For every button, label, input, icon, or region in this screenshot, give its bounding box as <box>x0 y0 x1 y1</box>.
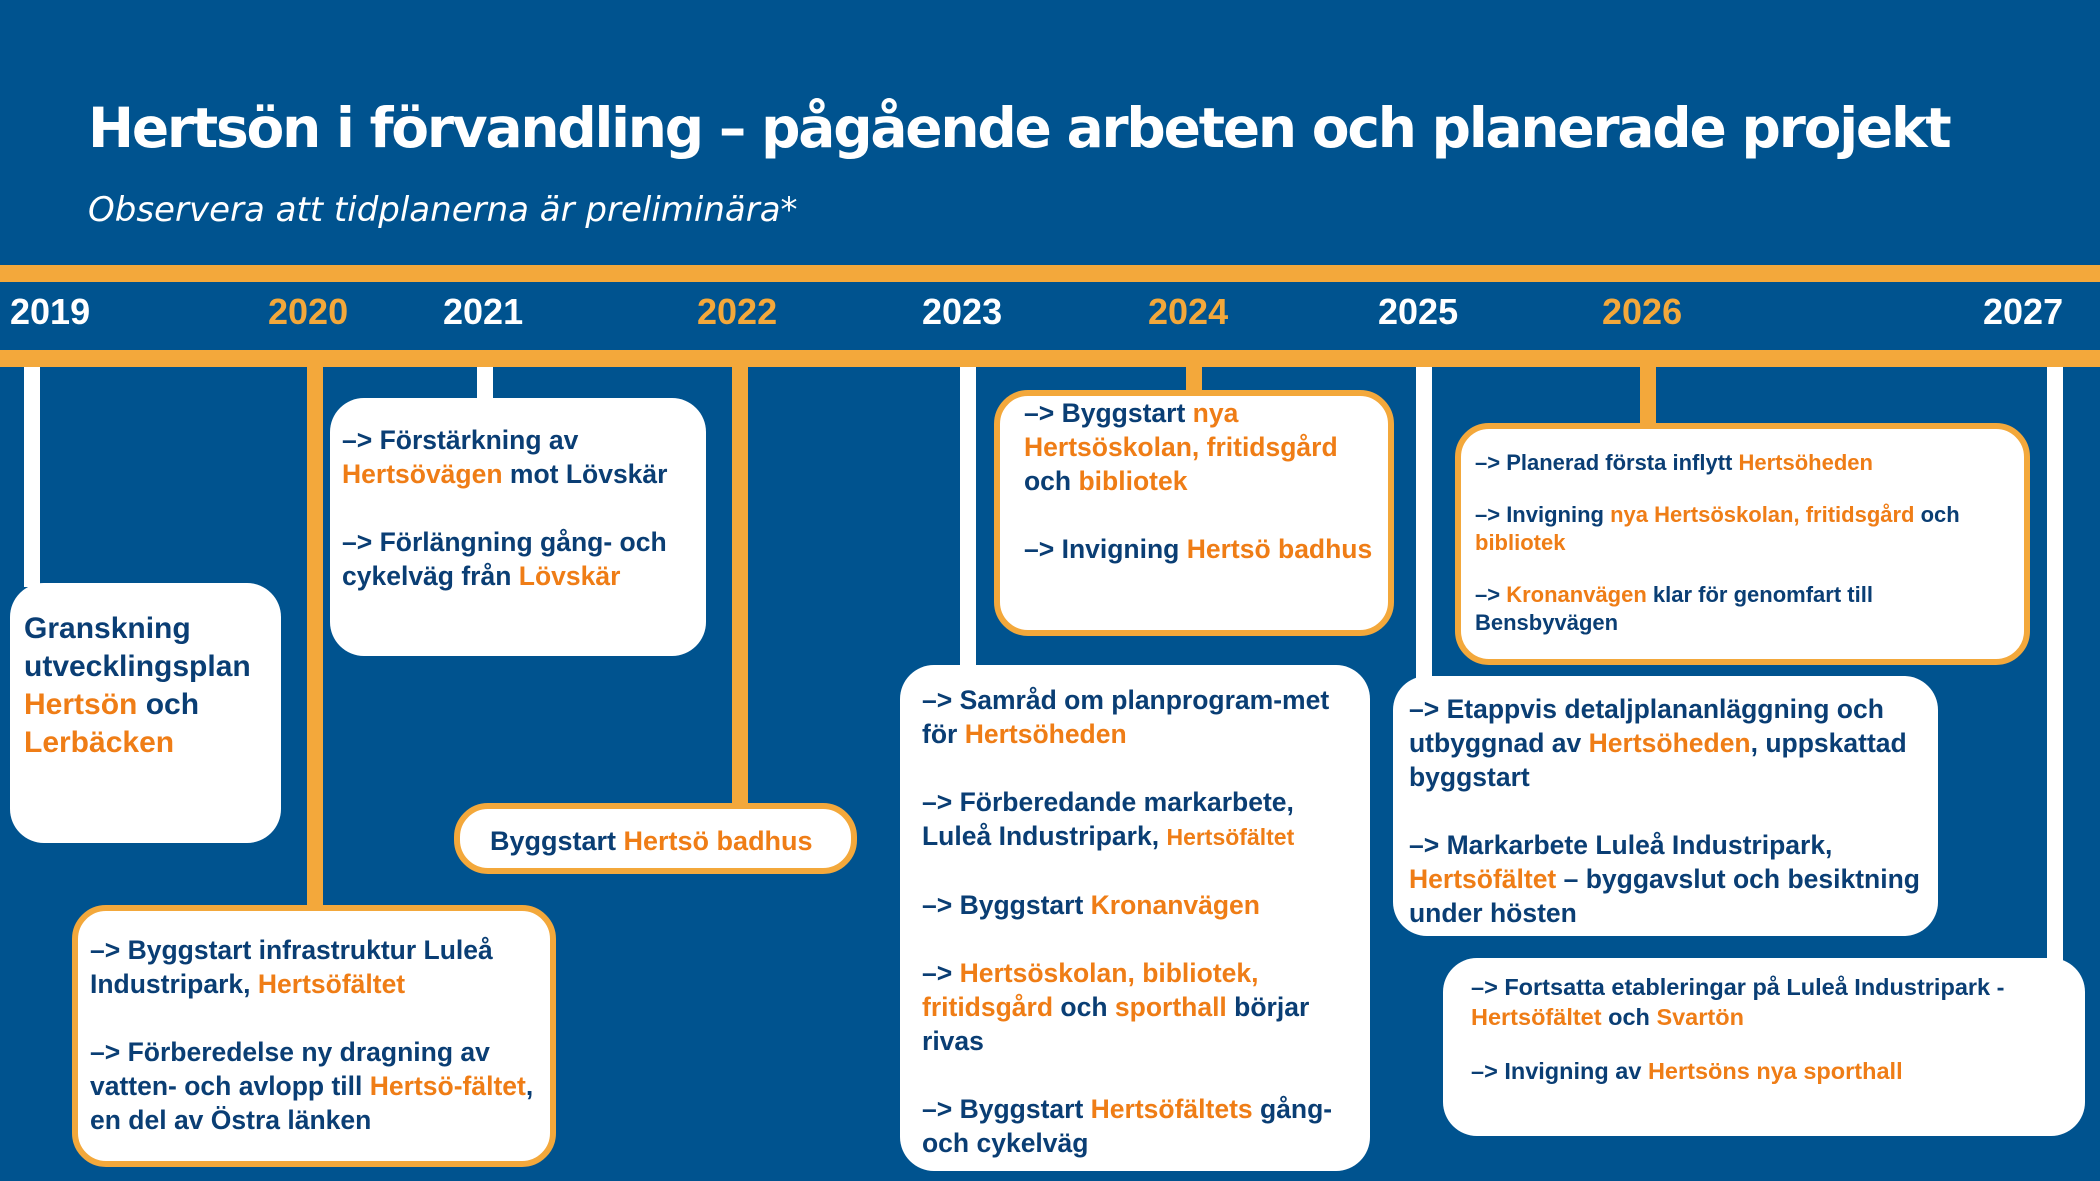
milestone-box-2023 <box>900 665 1370 1171</box>
box-text: gång- och cykelväg <box>922 1094 1333 1158</box>
box-highlight: Hertsöheden <box>964 719 1127 749</box>
box-highlight: bibliotek <box>1475 530 1566 555</box>
box-text: –> Förstärkning av <box>342 425 579 455</box>
box-text: och <box>1053 992 1115 1022</box>
box-highlight: Hertsöfältet <box>257 969 406 999</box>
box-text: –> Byggstart <box>1024 398 1193 428</box>
box-highlight: Hertsöskolan, bibliotek, fritidsgård <box>922 958 1259 1022</box>
box-text: mot Lövskär <box>502 459 668 489</box>
box-text: och <box>1024 466 1079 496</box>
year-label-2020: 2020 <box>268 291 349 332</box>
box-highlight: Lerbäcken <box>24 726 175 759</box>
box-text: –> Byggstart infrastruktur Luleå Industripark, <box>90 935 493 999</box>
box-text: och <box>137 688 200 721</box>
milestone-box-2021 <box>330 398 706 656</box>
box-text: och <box>1601 1004 1657 1030</box>
box-text: –> Planerad första inflytt <box>1475 450 1739 475</box>
box-text: –> <box>1475 582 1507 607</box>
box-highlight: Hertsön <box>24 688 138 721</box>
year-label-2024: 2024 <box>1148 291 1229 332</box>
box-highlight: Hertsö badhus <box>623 826 813 856</box>
box-highlight: Hertsö-fältet <box>369 1071 526 1101</box>
box-text: –> Invigning av <box>1471 1058 1648 1084</box>
box-highlight: Hertsövägen <box>342 459 503 489</box>
box-highlight: Hertsöfältet <box>1409 864 1557 894</box>
box-text: – byggavslut och besiktning under hösten <box>1409 864 1920 928</box>
year-label-2026: 2026 <box>1602 291 1683 332</box>
connector-2025 <box>1416 367 1432 682</box>
box-text: –> Förberedelse ny dragning av vatten- och avlopp till <box>90 1037 490 1101</box>
box-highlight: Hertsöfältet <box>1166 824 1295 850</box>
connector-2020 <box>307 367 323 912</box>
connector-2019 <box>24 367 40 587</box>
milestone-box-2024 <box>994 390 1394 636</box>
connector-2026 <box>1640 367 1656 427</box>
box-text: –> Etappvis detaljplananläggning och utbyggnad av <box>1409 694 1884 758</box>
year-label-2021: 2021 <box>443 291 524 332</box>
box-text: och <box>1914 502 1960 527</box>
box-text: Byggstart <box>490 826 624 856</box>
box-text: –> Fortsatta etableringar på Luleå Industripark - <box>1471 974 2005 1000</box>
milestone-box-2027 <box>1443 958 2085 1136</box>
box-highlight: nya Hertsöskolan, fritidsgård <box>1024 398 1338 462</box>
year-label-2019: 2019 <box>10 291 91 332</box>
box-text: –> Byggstart <box>922 1094 1091 1124</box>
box-highlight: Hertsöheden <box>1588 728 1751 758</box>
box-highlight: Hertsö badhus <box>1186 534 1373 564</box>
milestone-box-2026 <box>1455 423 2030 665</box>
box-text: –> Samråd om planprogram-met för <box>922 685 1330 749</box>
box-highlight: bibliotek <box>1078 466 1188 496</box>
box-text: –> Förlängning gång- och cykelväg från <box>342 527 667 591</box>
box-text: –> Förberedande markarbete, Luleå Industripark, <box>922 787 1294 851</box>
milestone-box-2022 <box>454 803 857 874</box>
box-highlight: nya Hertsöskolan, fritidsgård <box>1610 502 1915 527</box>
box-highlight: Svartön <box>1656 1004 1744 1030</box>
box-highlight: Lövskär <box>518 561 621 591</box>
milestone-box-2019 <box>10 583 281 843</box>
year-label-2023: 2023 <box>922 291 1003 332</box>
box-text: , en del av Östra länken <box>90 1071 534 1135</box>
box-text: klar för genomfart till Bensbyvägen <box>1475 582 1873 635</box>
box-text: –> Invigning <box>1475 502 1611 527</box>
connector-2023 <box>960 367 976 669</box>
box-highlight: Hertsöfältets <box>1090 1094 1253 1124</box>
box-text: –> Markarbete Luleå Industripark, <box>1409 830 1833 860</box>
timeline-bottom-bar <box>0 350 2100 367</box>
box-highlight: Hertsöfältet <box>1471 1004 1602 1030</box>
milestone-box-2025 <box>1393 676 1938 936</box>
connector-2021 <box>477 367 493 401</box>
year-label-2025: 2025 <box>1378 291 1459 332</box>
page-title: Hertsön i förvandling – pågående arbeten och planerade projekt <box>88 96 1950 160</box>
box-highlight: Kronanvägen <box>1506 582 1647 607</box>
box-text: –> Invigning <box>1024 534 1187 564</box>
page-subtitle: Observera att tidplanerna är preliminära* <box>88 190 798 230</box>
box-text: börjar rivas <box>922 992 1310 1056</box>
connector-2022 <box>732 367 748 807</box>
milestone-box-2020 <box>72 905 556 1167</box>
box-highlight: sporthall <box>1114 992 1227 1022</box>
box-text: Granskning utvecklingsplan <box>24 612 251 683</box>
box-text: , uppskattad byggstart <box>1409 728 1907 792</box>
box-highlight: Hertsöns nya sporthall <box>1647 1058 1903 1084</box>
timeline-top-bar <box>0 265 2100 282</box>
connector-2027 <box>2047 367 2063 962</box>
box-text: –> Byggstart <box>922 890 1091 920</box>
box-text: –> <box>922 958 960 988</box>
box-highlight: Kronanvägen <box>1090 890 1260 920</box>
box-highlight: Hertsöheden <box>1738 450 1873 475</box>
year-label-2022: 2022 <box>697 291 778 332</box>
year-label-2027: 2027 <box>1983 291 2064 332</box>
